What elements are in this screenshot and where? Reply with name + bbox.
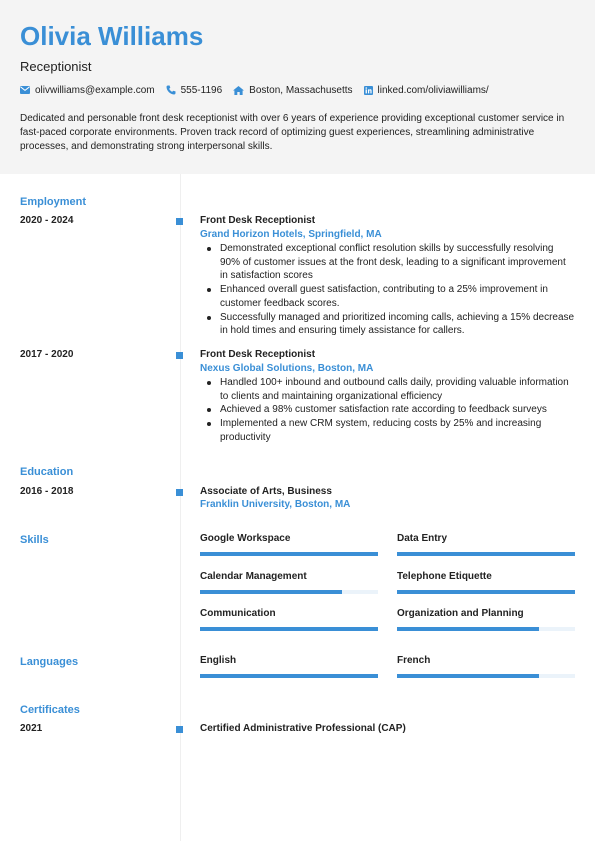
job-1-company: Grand Horizon Hotels, Springfield, MA — [200, 229, 382, 240]
skill-name: Data Entry — [397, 533, 448, 544]
contact-bar — [20, 83, 500, 97]
certificate-year: 2021 — [20, 723, 43, 734]
skill-level-bar — [397, 590, 575, 594]
contact-location — [233, 85, 352, 96]
list-item: Achieved a 98% customer satisfaction rate according to feedback surveys — [200, 403, 576, 417]
list-item: Successfully managed and prioritized incoming calls, achieving a 15% decrease in hold times and ensuring timely assistance for callers. — [200, 311, 576, 338]
language-name: English — [200, 655, 237, 666]
skill-level-fill — [200, 627, 378, 631]
job-2-position: Front Desk Receptionist — [200, 349, 316, 360]
skill-item — [200, 570, 378, 594]
job-2-bullets — [200, 376, 576, 445]
language-level-fill — [200, 674, 378, 678]
skill-item — [200, 532, 378, 556]
skill-level-fill — [397, 627, 539, 631]
education-heading: Education — [20, 466, 74, 478]
skill-level-fill — [397, 590, 575, 594]
email-text: olivwilliams@example.com — [35, 84, 155, 96]
job-1-position: Front Desk Receptionist — [200, 215, 316, 226]
column-divider — [180, 174, 181, 841]
job-2-dates: 2017 - 2020 — [20, 349, 74, 360]
skill-name: Organization and Planning — [397, 608, 524, 619]
linkedin-icon — [364, 86, 373, 95]
phone-text: 555-1196 — [180, 84, 223, 96]
profile-summary: Dedicated and personable front desk receptionist with over 6 years of experience providing exceptional customer service in fast-paced corporate environments. Proven track record of optimizing guest experiences, streamlining administrative processes, and demonstrating strong interpersonal skills. — [20, 113, 565, 152]
list-item: Implemented a new CRM system, reducing costs by 25% and increasing productivity — [200, 417, 576, 444]
job-2-company: Nexus Global Solutions, Boston, MA — [200, 363, 374, 374]
skill-item — [397, 570, 575, 594]
language-level-bar — [200, 674, 378, 678]
skill-item — [397, 532, 575, 556]
timeline-marker — [176, 218, 183, 225]
home-icon — [233, 86, 244, 95]
job-1-bullets — [200, 242, 576, 338]
language-item — [397, 654, 575, 678]
education-dates: 2016 - 2018 — [20, 486, 74, 497]
contact-email[interactable] — [20, 85, 155, 96]
contact-linkedin[interactable] — [364, 85, 489, 96]
skill-level-bar — [200, 627, 378, 631]
linkedin-text: linked.com/oliviawilliams/ — [377, 84, 489, 96]
candidate-name: Olivia Williams — [20, 21, 204, 51]
skill-level-bar — [200, 590, 378, 594]
language-name: French — [397, 655, 431, 666]
language-item — [200, 654, 378, 678]
education-school: Franklin University, Boston, MA — [200, 499, 351, 510]
resume-header — [0, 0, 595, 174]
job-1-dates: 2020 - 2024 — [20, 215, 74, 226]
skill-level-fill — [397, 552, 575, 556]
timeline-marker — [176, 489, 183, 496]
languages-heading: Languages — [20, 656, 79, 668]
list-item: Demonstrated exceptional conflict resolution skills by successfully resolving 90% of customer issues at the front desk, leading to a significant improvement in satisfaction scores — [200, 242, 576, 283]
skill-level-fill — [200, 590, 342, 594]
certificates-heading: Certificates — [20, 704, 80, 716]
contact-phone[interactable] — [166, 85, 223, 96]
list-item: Enhanced overall guest satisfaction, contributing to a 25% improvement in customer feedback scores. — [200, 283, 576, 310]
certificate-name: Certified Administrative Professional (CAP) — [200, 723, 406, 734]
skill-level-bar — [200, 552, 378, 556]
timeline-marker — [176, 726, 183, 733]
timeline-marker — [176, 352, 183, 359]
skill-name: Communication — [200, 608, 276, 619]
skills-heading: Skills — [20, 534, 49, 546]
skill-name: Google Workspace — [200, 533, 291, 544]
skill-item — [200, 607, 378, 631]
skill-name: Telephone Etiquette — [397, 571, 492, 582]
skill-level-fill — [200, 552, 378, 556]
language-level-fill — [397, 674, 539, 678]
location-text: Boston, Massachusetts — [249, 84, 353, 96]
language-level-bar — [397, 674, 575, 678]
skill-level-bar — [397, 552, 575, 556]
envelope-icon — [20, 86, 30, 94]
list-item: Handled 100+ inbound and outbound calls daily, providing valuable information to clients and maintaining organizational efficiency — [200, 376, 576, 403]
phone-icon — [166, 85, 176, 95]
job-title: Receptionist — [20, 59, 92, 74]
employment-heading: Employment — [20, 196, 87, 208]
skill-name: Calendar Management — [200, 571, 307, 582]
skill-item — [397, 607, 575, 631]
skill-level-bar — [397, 627, 575, 631]
education-degree: Associate of Arts, Business — [200, 486, 332, 497]
